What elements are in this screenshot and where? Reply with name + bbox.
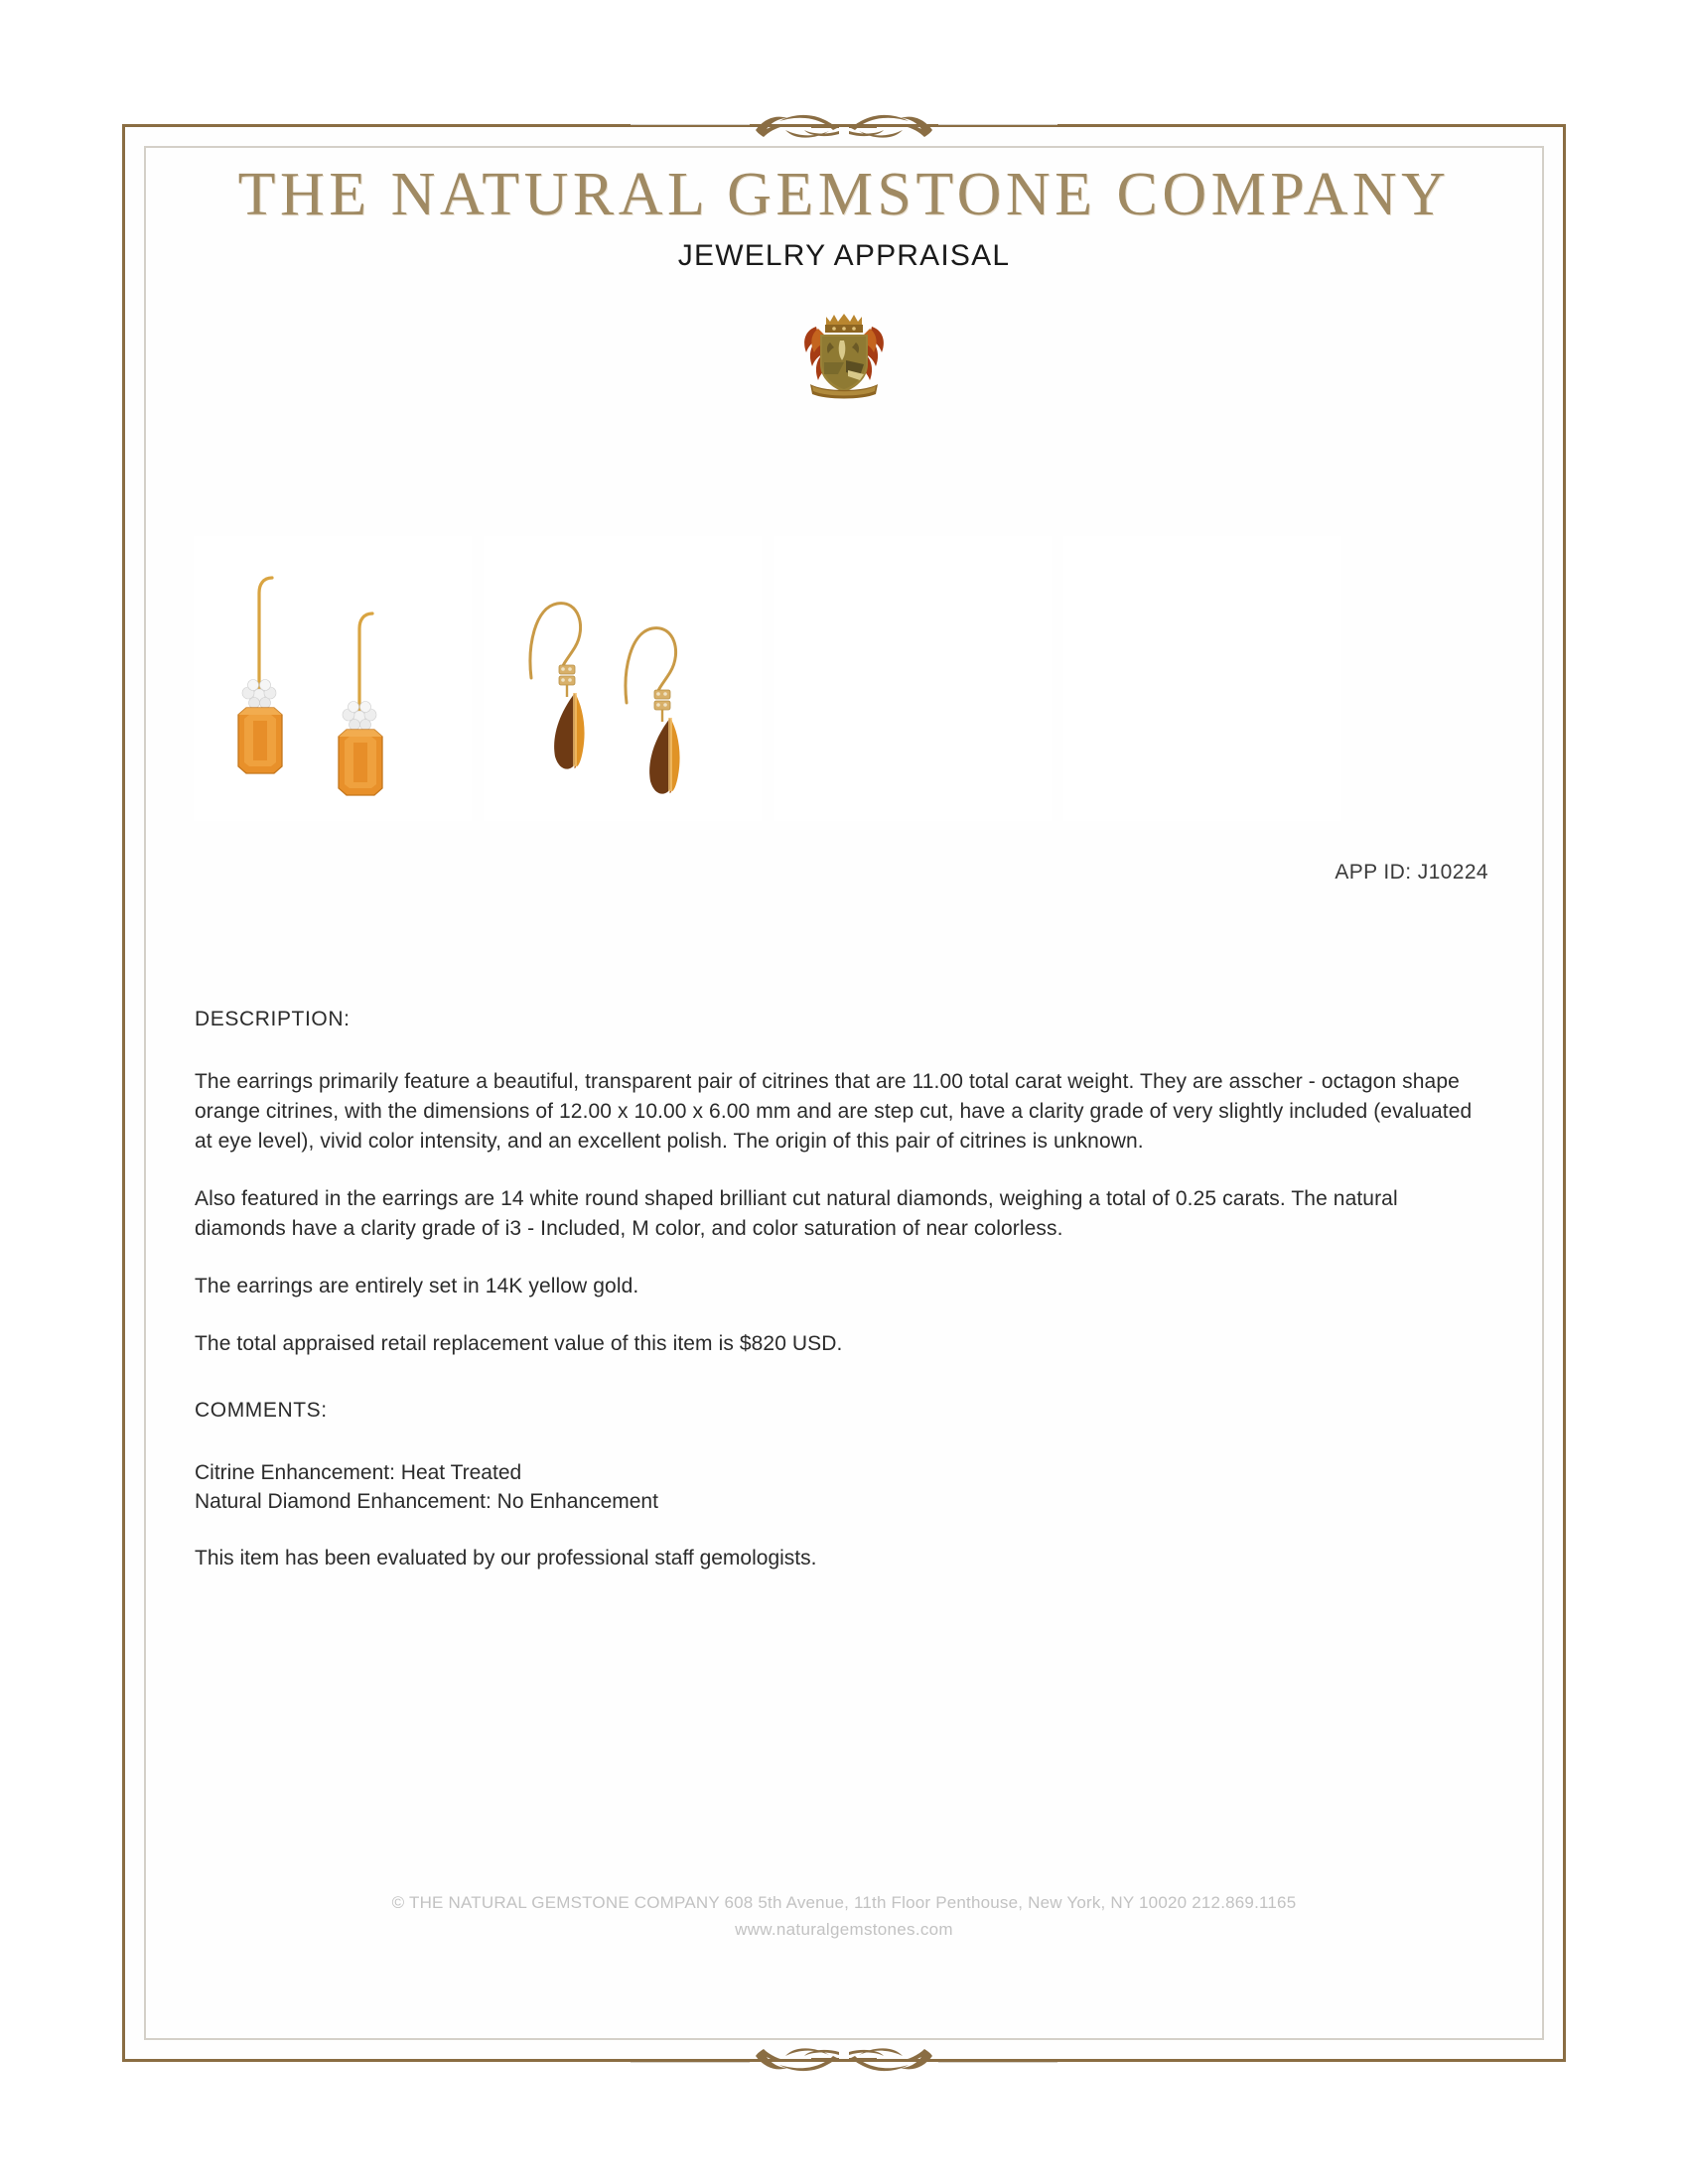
citrine-earrings-front-image (194, 536, 472, 821)
citrine-stone-side-right (649, 718, 679, 794)
product-image-4[interactable] (1063, 536, 1341, 821)
citrine-earrings-side-image (484, 536, 762, 821)
citrine-stone-left (238, 708, 282, 773)
description-heading: DESCRIPTION: (195, 1008, 351, 1030)
footer-website-line[interactable]: www.naturalgemstones.com (735, 1920, 953, 1939)
document-title: JEWELRY APPRAISAL (677, 239, 1011, 272)
crest-wrapper (122, 309, 1566, 400)
citrine-stone-side-left (554, 693, 584, 769)
product-image-3[interactable] (774, 536, 1052, 821)
comment-line-1: Citrine Enhancement: Heat Treated (195, 1461, 522, 1484)
comments-heading: COMMENTS: (195, 1399, 328, 1422)
appraisal-page (122, 124, 1566, 2062)
product-image-1[interactable] (194, 536, 472, 821)
description-paragraph-4: The total appraised retail replacement value of this item is $820 USD. (195, 1332, 843, 1355)
comments-closing-line: This item has been evaluated by our professional staff gemologists. (195, 1547, 817, 1570)
appraisal-content (195, 1008, 1485, 1572)
product-image-gallery (194, 536, 1494, 821)
citrine-stone-right (339, 730, 382, 795)
page-footer (122, 1889, 1566, 1943)
document-header (122, 161, 1566, 400)
footer-address-line: © THE NATURAL GEMSTONE COMPANY 608 5th Avenue, 11th Floor Penthouse, New York, NY 10020 212.869.1165 (391, 1893, 1297, 1912)
description-paragraph-1: The earrings primarily feature a beautiful, transparent pair of citrines that are 11.00 total carat weight. They are asscher - octagon shape orange citrines, with the dimensions of 12.00 x 10.00 x 6.00 mm and are step cut, have a clarity grade of very slightly included (evaluated at eye level), vivid color intensity, and an excellent polish. The origin of this pair of citrines is unknown. (195, 1070, 1473, 1153)
comments-section (195, 1399, 1485, 1572)
description-paragraph-3: The earrings are entirely set in 14K yellow gold. (195, 1275, 639, 1297)
app-id-label: APP ID: J10224 (1335, 861, 1488, 884)
comment-line-2: Natural Diamond Enhancement: No Enhancement (195, 1490, 658, 1513)
company-name: THE NATURAL GEMSTONE COMPANY (237, 161, 1451, 228)
product-image-2[interactable] (484, 536, 762, 821)
heraldic-crest-icon (794, 309, 894, 400)
description-paragraph-2: Also featured in the earrings are 14 white round shaped brilliant cut natural diamonds, weighing a total of 0.25 carats. The natural diamonds have a clarity grade of i3 - Included, M color, and color saturation of near colorless. (195, 1187, 1398, 1240)
comments-spacer (195, 1516, 1485, 1544)
